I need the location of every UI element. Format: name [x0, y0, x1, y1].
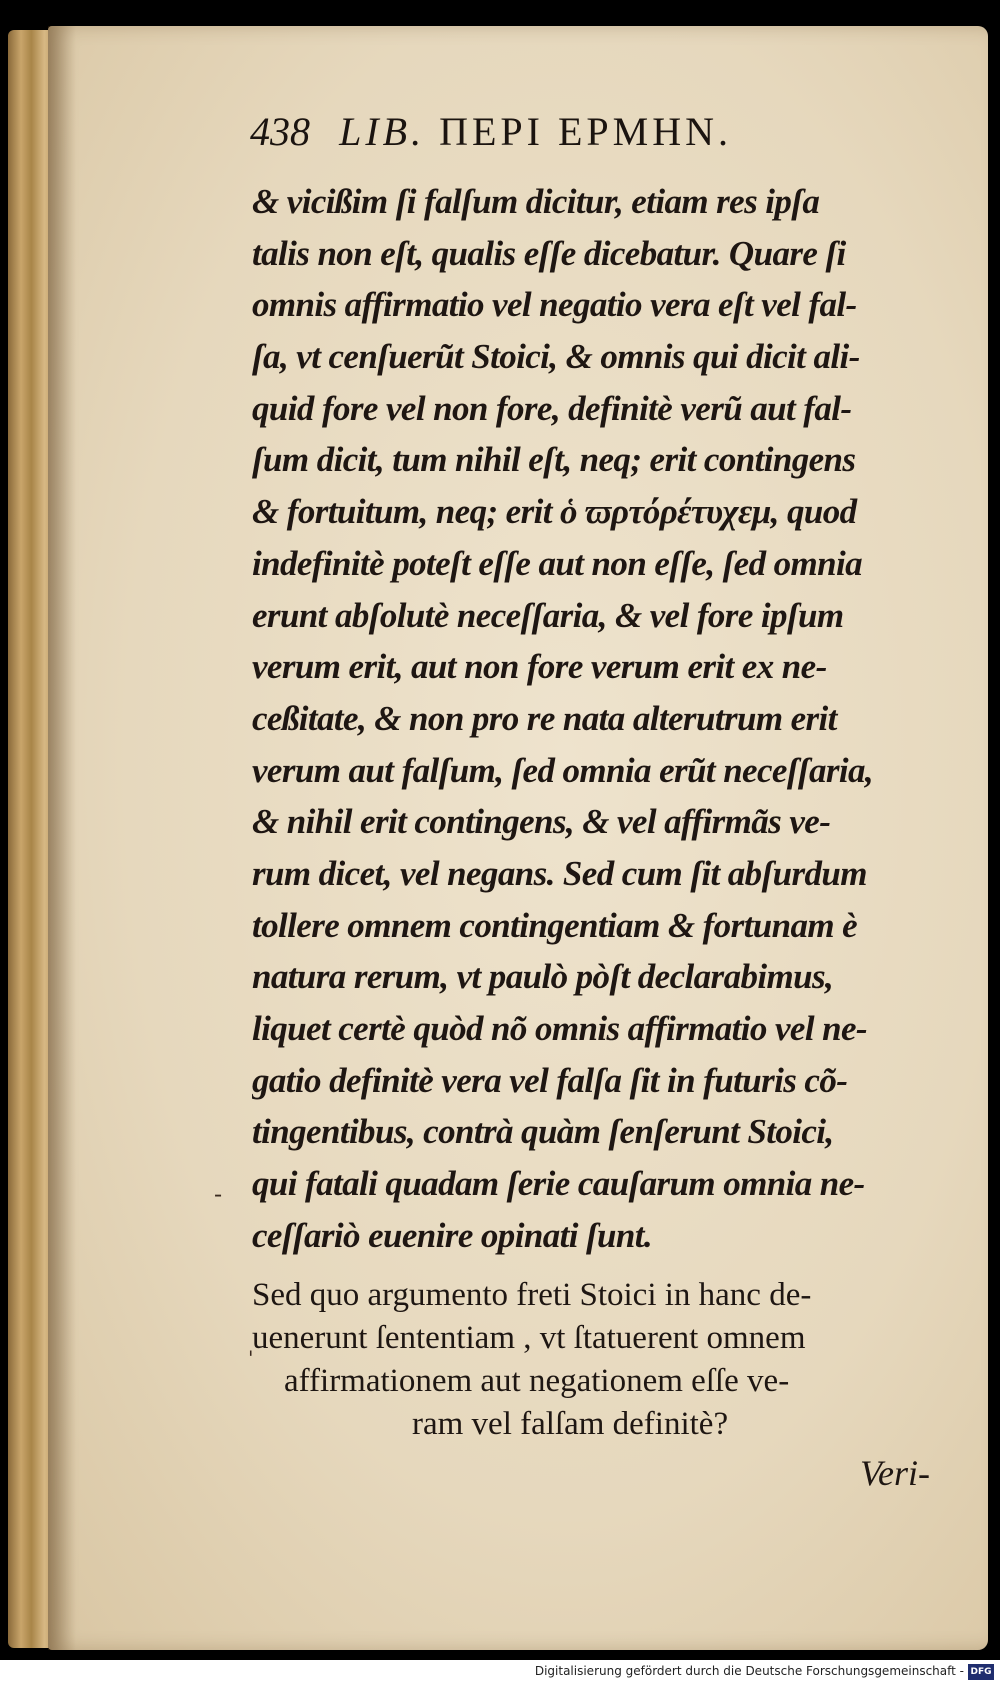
text-line: liquet certè quòd nõ omnis affirmatio vel ne-	[252, 1009, 867, 1048]
text-line: tingentibus, contrà quàm ſenſerunt Stoici,	[252, 1112, 834, 1152]
italic-body-text	[252, 176, 952, 1261]
question-line: ram vel falſam definitè?	[412, 1406, 729, 1442]
text-line: omnis affirmatio vel negatio vera eſt vel fal-	[252, 285, 857, 325]
running-head	[339, 109, 732, 154]
text-line: verum erit, aut non fore verum erit ex ne-	[252, 647, 827, 687]
roman-question-text	[252, 1274, 952, 1446]
text-line: indefinitè poteſt eſſe aut non eſſe, ſed omnia	[252, 543, 863, 583]
running-head-lib: LIB.	[339, 109, 426, 154]
text-line: rum dicet, vel negans. Sed cum ſit abſurdum	[252, 853, 867, 893]
text-line: ſa, vt cenſuerũt Stoici, & omnis qui dicit ali-	[252, 337, 860, 377]
question-line: uenerunt ſententiam , vt ſtatuerent omnem	[252, 1320, 806, 1356]
text-line: ceſſariò euenire opinati ſunt.	[252, 1215, 653, 1255]
question-line: affirmationem aut negationem eſſe ve-	[284, 1363, 790, 1399]
margin-mark: -	[214, 1180, 223, 1208]
text-line: & fortuitum, neq; erit ὁ ϖρτόρέτυχεμ, quod	[252, 492, 857, 532]
text-line: talis non eſt, qualis eſſe dicebatur. Quare ſi	[252, 233, 846, 273]
text-line: & vicißim ſi falſum dicitur, etiam res ipſa	[252, 182, 820, 221]
page-number: 438	[250, 109, 310, 154]
dfg-logo: DFG	[968, 1664, 994, 1680]
text-line: quid fore vel non fore, definitè verũ aut fal-	[252, 388, 852, 428]
running-head-title: ΠΕΡΙ ΕΡΜΗΝ.	[439, 109, 732, 154]
gutter-shadow	[48, 26, 76, 1650]
question-line: Sed quo argumento freti Stoici in hanc de-	[252, 1277, 812, 1313]
text-line: natura rerum, vt paulò pòſt declarabimus,	[252, 957, 834, 997]
text-line: ceßitate, & non pro re nata alterutrum erit	[252, 698, 837, 738]
text-line: tollere omnem contingentiam & fortunam è	[252, 905, 858, 945]
text-line: ſum dicit, tum nihil eſt, neq; erit contingens	[252, 440, 856, 480]
text-line: verum aut falſum, ſed omnia erũt neceſſaria,	[252, 750, 874, 790]
text-line: erunt abſolutè neceſſaria, & vel fore ipſum	[252, 595, 844, 635]
margin-mark: '	[248, 1346, 254, 1370]
text-line: gatio definitè vera vel falſa ſit in futuris cõ-	[252, 1060, 848, 1100]
text-line: & nihil erit contingens, & vel affirmãs ve-	[252, 802, 831, 842]
text-line: qui fatali quadam ſerie cauſarum omnia ne-	[252, 1164, 865, 1204]
running-header	[250, 108, 950, 162]
footer-credit: Digitalisierung gefördert durch die Deutsche Forschungsgemeinschaft -	[534, 1664, 964, 1678]
catchword: Veri-	[860, 1453, 930, 1493]
